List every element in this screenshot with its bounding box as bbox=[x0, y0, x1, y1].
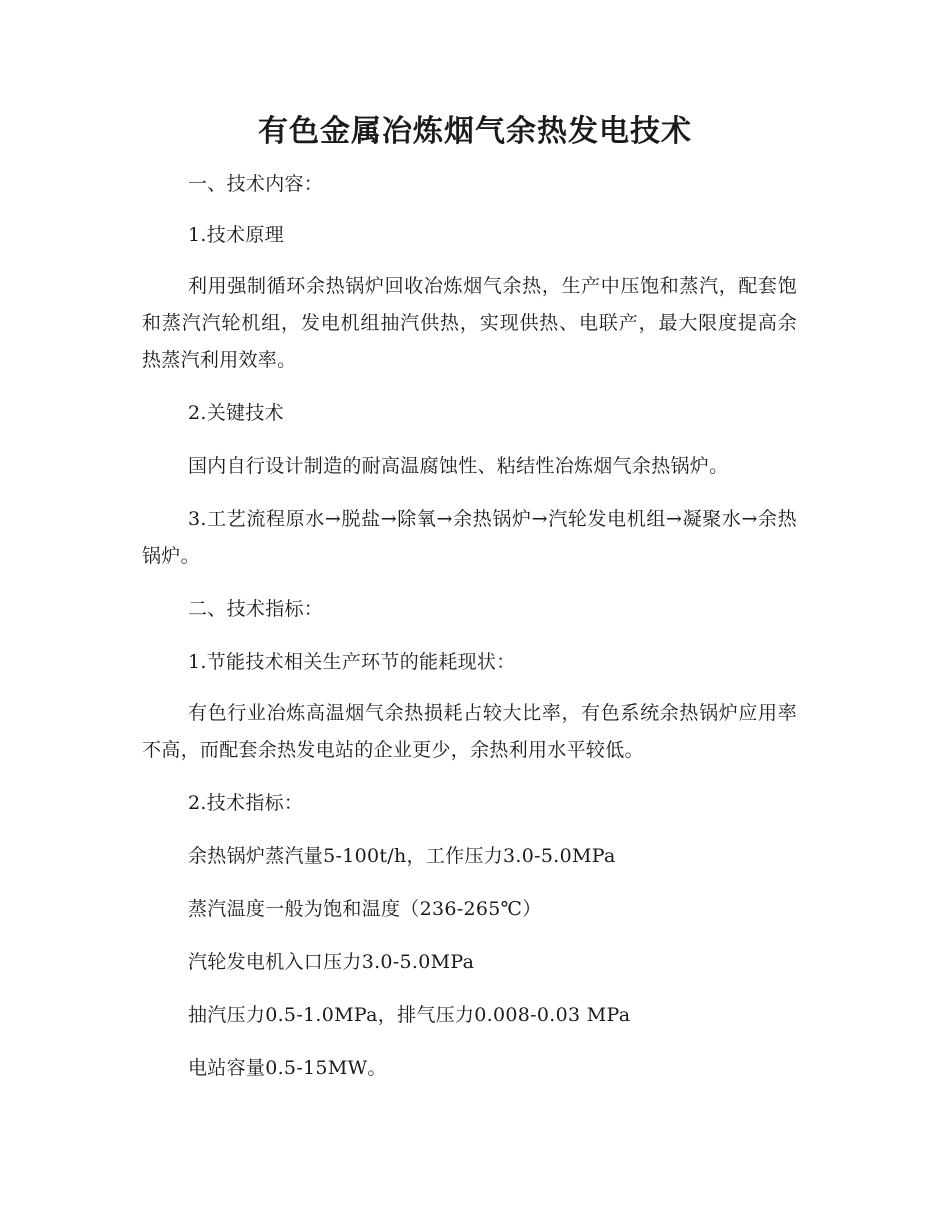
paragraph-key-tech: 国内自行设计制造的耐高温腐蚀性、粘结性冶炼烟气余热锅炉。 bbox=[188, 455, 729, 477]
subheading-key-tech: 2.关键技术 bbox=[188, 402, 284, 424]
section-heading-tech-indicators: 二、技术指标： bbox=[188, 598, 324, 620]
section-heading-tech-content: 一、技术内容： bbox=[188, 173, 324, 195]
subheading-tech-principle: 1.技术原理 bbox=[188, 224, 284, 246]
indicator-station-capacity: 电站容量0.5-15MW。 bbox=[188, 1057, 387, 1079]
document-title: 有色金属冶炼烟气余热发电技术 bbox=[258, 114, 692, 149]
paragraph-energy-status: 有色行业冶炼高温烟气余热损耗占较大比率，有色系统余热锅炉应用率不高，而配套余热发电站的企业更少，余热利用水平较低。 bbox=[142, 702, 797, 761]
indicator-turbine-inlet-pressure: 汽轮发电机入口压力3.0-5.0MPa bbox=[188, 951, 475, 973]
subheading-energy-status: 1.节能技术相关生产环节的能耗现状： bbox=[188, 651, 516, 673]
paragraph-tech-principle: 利用强制循环余热锅炉回收冶炼烟气余热，生产中压饱和蒸汽，配套饱和蒸汽汽轮机组，发电机组抽汽供热，实现供热、电联产，最大限度提高余热蒸汽利用效率。 bbox=[142, 275, 797, 371]
indicator-extraction-exhaust-pressure: 抽汽压力0.5-1.0MPa，排气压力0.008-0.03 MPa bbox=[188, 1004, 631, 1026]
subheading-indicators: 2.技术指标： bbox=[188, 792, 304, 814]
indicator-boiler-steam: 余热锅炉蒸汽量5-100t/h，工作压力3.0-5.0MPa bbox=[188, 845, 616, 867]
indicator-steam-temperature: 蒸汽温度一般为饱和温度（236-265℃） bbox=[188, 898, 542, 920]
paragraph-process-flow: 3.工艺流程原水→脱盐→除氧→余热锅炉→汽轮发电机组→凝聚水→余热锅炉。 bbox=[142, 508, 797, 567]
